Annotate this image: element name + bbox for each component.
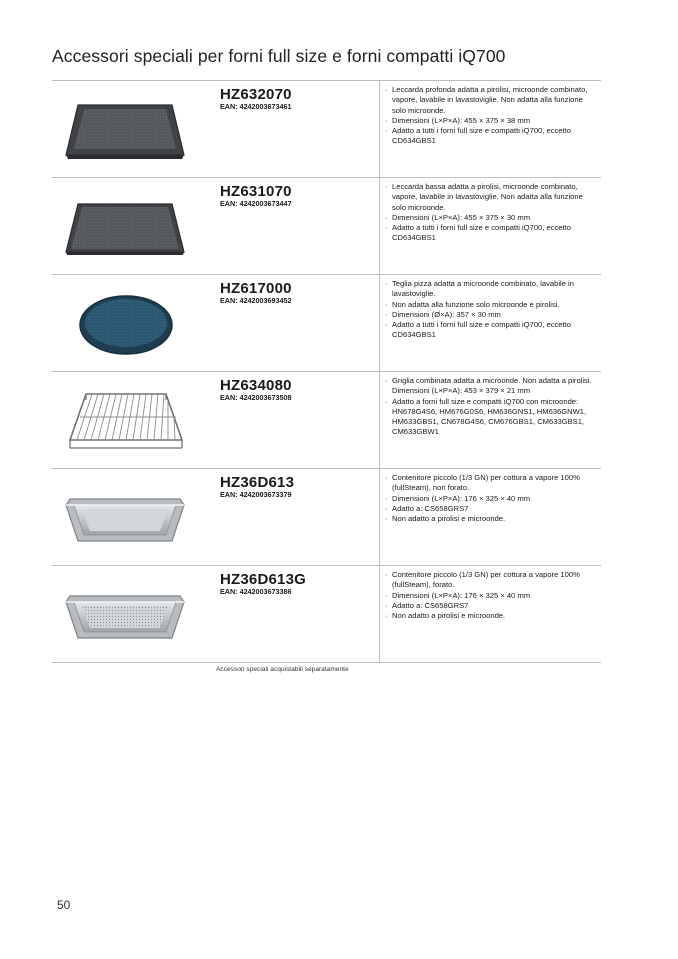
product-ean: EAN: 4242003673386 [220, 587, 292, 596]
column-divider [379, 178, 380, 274]
product-description [385, 279, 597, 341]
page-number: 50 [57, 898, 71, 912]
description-line: · Griglia combinata adatta a microonde. Non adatta a pirolisi. Dimensioni (L×P×A): 453 × 379 × 21 mm [385, 376, 597, 397]
description-line: · Adatto a forni full size e compatti iQ700 con microonde: HN678G4S6, HM676G0S6, HM636GNS1, HM636GNW1, HM633GBS1, CN678G4S6, CM676GBS1, CM633GBS1, CM633GBW1 [385, 397, 597, 438]
product-description [385, 85, 597, 147]
product-ean: EAN: 4242003673379 [220, 490, 292, 499]
column-divider [379, 372, 380, 468]
product-ean: EAN: 4242003693452 [220, 296, 292, 305]
description-line: · Dimensioni (L×P×A): 455 × 375 × 30 mm [385, 213, 597, 223]
pizza-pan-image [60, 285, 190, 363]
product-row [52, 468, 601, 565]
description-line: · Contenitore piccolo (1/3 GN) per cottura a vapore 100% (fullSteam), non forato. [385, 473, 597, 494]
column-divider [379, 275, 380, 371]
description-line: · Non adatta alla funzione solo microonde e pirolisi. [385, 300, 597, 310]
description-line: · Non adatto a pirolisi e microonde. [385, 611, 597, 621]
product-description [385, 473, 597, 524]
product-ean: EAN: 4242003673447 [220, 199, 292, 208]
description-line: · Dimensioni (L×P×A): 176 × 325 × 40 mm [385, 591, 597, 601]
product-description [385, 570, 597, 621]
product-code: HZ36D613 [220, 474, 295, 491]
product-ean: EAN: 4242003673508 [220, 393, 292, 402]
footnote: Accessori speciali acquistabili separatamente [216, 666, 349, 673]
product-row [52, 80, 601, 177]
page-title: Accessori speciali per forni full size e forni compatti iQ700 [52, 46, 506, 66]
product-description [385, 376, 597, 438]
description-line: · Contenitore piccolo (1/3 GN) per cottura a vapore 100% (fullSteam), forato. [385, 570, 597, 591]
column-divider [379, 81, 380, 177]
column-divider [379, 469, 380, 565]
product-code: HZ632070 [220, 86, 292, 103]
product-code: HZ617000 [220, 280, 292, 297]
description-line: · Dimensioni (L×P×A): 455 × 375 × 38 mm [385, 116, 597, 126]
description-line: · Dimensioni (Ø×A): 357 × 30 mm [385, 310, 597, 320]
product-code: HZ634080 [220, 377, 292, 394]
steam-container-solid-image [60, 479, 190, 557]
product-code: HZ631070 [220, 183, 292, 200]
description-line: · Adatto a tutti i forni full size e compatti iQ700, eccetto CD634GBS1 [385, 223, 597, 244]
description-line: · Leccarda profonda adatta a pirolisi, microonde combinato, vapore, lavabile in lavastoviglie. Non adatta alla funzione solo microonde. [385, 85, 597, 116]
description-line: · Adatto a tutti i forni full size e compatti iQ700, eccetto CD634GBS1 [385, 320, 597, 341]
description-line: · Dimensioni (L×P×A): 176 × 325 × 40 mm [385, 494, 597, 504]
description-line: · Leccarda bassa adatta a pirolisi, microonde combinato, vapore, lavabile in lavastoviglie. Non adatta alla funzione solo microonde. [385, 182, 597, 213]
description-line: · Adatto a: CS658GRS7 [385, 504, 597, 514]
description-line: · Adatto a tutti i forni full size e compatti iQ700, eccetto CD634GBS1 [385, 126, 597, 147]
description-line: · Adatto a: CS658GRS7 [385, 601, 597, 611]
steam-container-perforated-image [60, 576, 190, 654]
accessories-table [52, 80, 601, 663]
description-line: · Teglia pizza adatta a microonde combinato, lavabile in lavastoviglie. [385, 279, 597, 300]
deep-baking-tray-image [60, 91, 190, 169]
product-description [385, 182, 597, 244]
product-row [52, 177, 601, 274]
column-divider [379, 566, 380, 662]
product-row [52, 274, 601, 371]
wire-rack-image [60, 382, 190, 460]
description-line: · Non adatto a pirolisi e microonde. [385, 514, 597, 524]
product-row [52, 371, 601, 468]
product-code: HZ36D613G [220, 571, 307, 588]
flat-baking-tray-image [60, 188, 190, 266]
product-ean: EAN: 4242003673461 [220, 102, 292, 111]
product-row [52, 565, 601, 663]
